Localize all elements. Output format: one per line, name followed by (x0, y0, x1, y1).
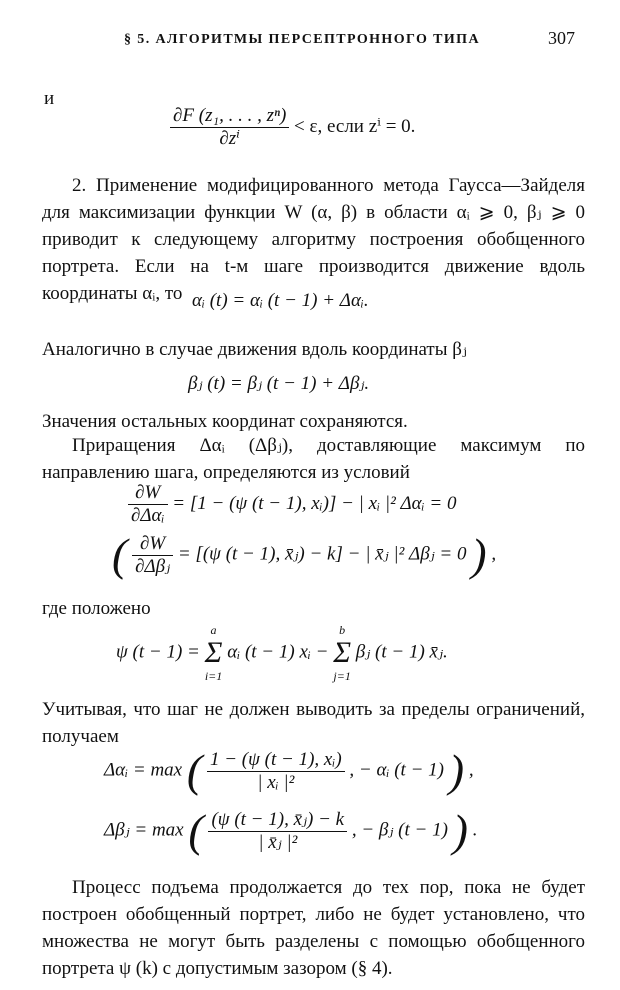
equation-1 (170, 105, 415, 150)
eq7-numerator: 1 − (ψ (t − 1), xᵢ) (207, 749, 345, 772)
equation-dw-dalpha (128, 482, 456, 527)
eq5-paren-open: ( (112, 529, 128, 580)
eq7-rest: , − αᵢ (t − 1) (349, 759, 444, 781)
paragraph-increments: Приращения Δαᵢ (Δβⱼ), доставляющие максимум по направлению шага, определяются из условий (42, 435, 585, 483)
eq7-paren-close: ) (448, 745, 465, 796)
eq7-paren-open: ( (186, 745, 203, 796)
section-title: § 5. АЛГОРИТМЫ ПЕРСЕПТРОННОГО ТИПА (124, 32, 480, 47)
eq6-term1: αᵢ (t − 1) xᵢ − (227, 641, 329, 663)
eq6-lhs: ψ (t − 1) = (116, 641, 200, 663)
eq5-denominator: ∂Δβⱼ (135, 555, 171, 577)
eq6-sum-2 (333, 622, 351, 684)
eq8-fraction (208, 809, 347, 854)
eq6-sum-1 (205, 622, 223, 684)
eq8-numerator: (ψ (t − 1), x̄ⱼ) − k (208, 809, 347, 832)
equation-psi (116, 622, 448, 684)
eq5-fraction (132, 533, 173, 578)
equation-beta-update: βⱼ (t) = βⱼ (t − 1) + Δβⱼ. (188, 373, 370, 394)
eq1-denominator: ∂zⁱ (219, 128, 240, 149)
eq8-paren-close: ) (452, 805, 468, 856)
eq1-numerator: ∂F (z₁, . . . , zⁿ) (170, 105, 289, 128)
eq7-tail: , (468, 759, 474, 781)
eq1-rest: < ε, если zⁱ = 0. (294, 115, 416, 137)
eq8-rest: , − βⱼ (t − 1) (351, 819, 448, 841)
eq6-sum1-top: a (210, 623, 217, 637)
eq8-lhs: Δβⱼ = max (104, 819, 184, 841)
paragraph-process: Процесс подъема продолжается до тех пор, пока не будет построен обобщенный портрет, либо не будет установлено, что множества не могут быть разделены с помощью обобщенного портрета ψ (k) с допустимым зазором (§ 4). (42, 877, 585, 979)
equation-delta-beta (104, 805, 478, 856)
eq8-tail: . (472, 819, 478, 841)
paragraph-other-coords: Значения остальных координат сохраняются. (42, 411, 408, 432)
eq5-tail: , (491, 543, 497, 565)
paragraph-constraints: Учитывая, что шаг не должен выводить за пределы ограничений, получаем (42, 699, 585, 747)
eq6-sum2-bottom: j=1 (333, 669, 351, 683)
paragraph-analogously: Аналогично в случае движения вдоль координаты βⱼ (42, 339, 467, 360)
equation-alpha-update: αᵢ (t) = αᵢ (t − 1) + Δαᵢ. (192, 290, 369, 311)
sigma-icon: Σ (204, 636, 223, 669)
conjunction-and: и (44, 88, 55, 109)
eq6-sum2-top: b (339, 623, 346, 637)
eq5-paren-close: ) (471, 529, 487, 580)
text-where: где положено (42, 598, 151, 619)
paragraph-method: 2. Применение модифицированного метода Гаусса—Зайделя для максимизации функции W (α, β) в области αᵢ ⩾ 0, βⱼ ⩾ 0 приводит к следующему алгоритму построения обобщенного портрета. Если на t-м шаге производится движение вдоль координаты αᵢ, то (42, 175, 585, 304)
eq1-fraction (170, 105, 289, 150)
page-number: 307 (548, 28, 575, 48)
eq4-fraction (128, 482, 168, 527)
eq8-denominator: | x̄ⱼ |² (258, 831, 298, 853)
sigma-icon: Σ (333, 636, 352, 669)
eq5-numerator: ∂W (132, 533, 173, 556)
equation-dw-dbeta (112, 529, 497, 580)
eq5-rest: = [(ψ (t − 1), x̄ⱼ) − k] − | x̄ⱼ |² Δβⱼ = 0 (177, 543, 467, 565)
eq7-denominator: | xᵢ |² (257, 771, 295, 793)
eq8-paren-open: ( (188, 805, 204, 856)
eq6-term2: βⱼ (t − 1) x̄ⱼ. (355, 641, 448, 663)
eq7-fraction (207, 749, 345, 794)
eq7-lhs: Δαᵢ = max (104, 759, 183, 781)
eq4-numerator: ∂W (128, 482, 168, 505)
eq6-sum1-bottom: i=1 (204, 669, 223, 683)
eq4-denominator: ∂Δαᵢ (131, 505, 165, 526)
running-header (0, 28, 620, 52)
eq4-rest: = [1 − (ψ (t − 1), xᵢ)] − | xᵢ |² Δαᵢ = 0 (172, 492, 457, 514)
equation-delta-alpha (104, 745, 474, 796)
